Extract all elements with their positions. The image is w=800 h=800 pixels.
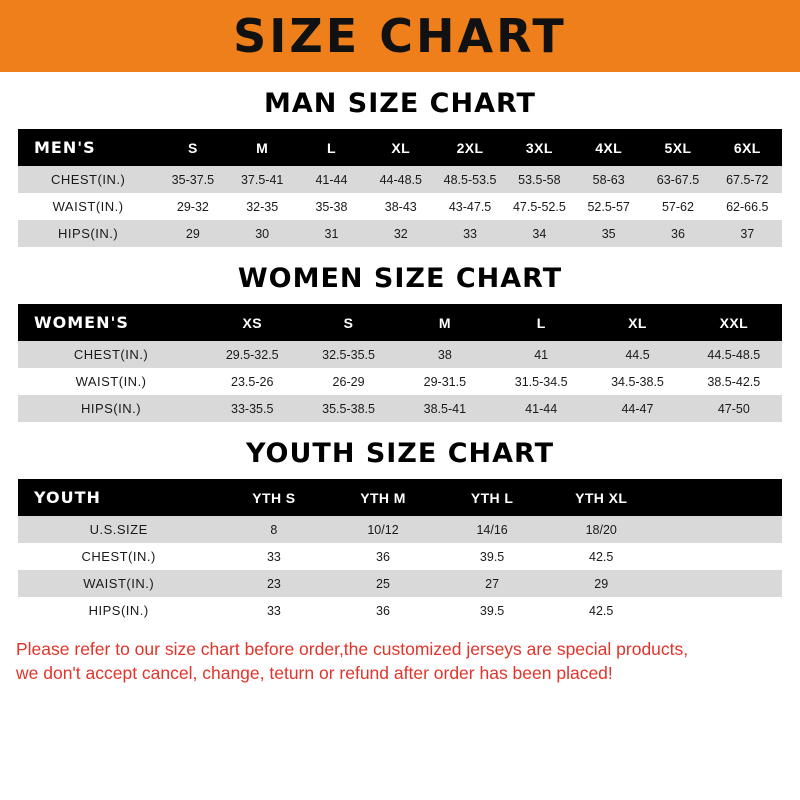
table-cell: 27: [438, 570, 547, 597]
women-size-table: [18, 304, 782, 422]
women-table-head: [18, 304, 782, 341]
column-header: 3XL: [505, 129, 574, 166]
row-header: HIPS(IN.): [18, 220, 158, 247]
table-cell: 67.5-72: [713, 166, 782, 193]
column-header: L: [493, 304, 589, 341]
header-banner: [0, 0, 800, 72]
section-women: [0, 263, 800, 422]
table-cell: 43-47.5: [435, 193, 504, 220]
table-cell: 31: [297, 220, 366, 247]
section-title-man: MAN SIZE CHART: [264, 88, 536, 119]
column-header: 4XL: [574, 129, 643, 166]
column-header: 5XL: [643, 129, 712, 166]
table-cell: 33: [219, 543, 328, 570]
table-cell: 44-48.5: [366, 166, 435, 193]
column-header: YTH L: [438, 479, 547, 516]
table-cell: 47-50: [686, 395, 782, 422]
table-cell: 29-31.5: [397, 368, 493, 395]
footer-note: [0, 638, 800, 685]
table-cell: 38: [397, 341, 493, 368]
table-cell: 10/12: [328, 516, 437, 543]
table-cell: 35-37.5: [158, 166, 227, 193]
column-header: 6XL: [713, 129, 782, 166]
table-cell: 38.5-41: [397, 395, 493, 422]
table-cell: 52.5-57: [574, 193, 643, 220]
column-header: YTH XL: [547, 479, 656, 516]
youth-size-table: [18, 479, 782, 624]
table-cell: 33: [219, 597, 328, 624]
column-header: S: [158, 129, 227, 166]
column-header: XXL: [686, 304, 782, 341]
column-header: YTH S: [219, 479, 328, 516]
row-header: WAIST(IN.): [18, 368, 204, 395]
table-cell: 38-43: [366, 193, 435, 220]
footer-note-line-2: we don't accept cancel, change, teturn or refund after order has been placed!: [16, 662, 613, 683]
table-row: [18, 193, 782, 220]
table-cell: 63-67.5: [643, 166, 712, 193]
column-header: XL: [589, 304, 685, 341]
table-cell: 33: [435, 220, 504, 247]
table-cell: 23.5-26: [204, 368, 300, 395]
table-cell-spacer: [656, 516, 782, 543]
youth-table-head: [18, 479, 782, 516]
column-header: MEN'S: [18, 129, 158, 166]
row-header: CHEST(IN.): [18, 166, 158, 193]
column-header: YTH M: [328, 479, 437, 516]
table-youth: [18, 479, 782, 624]
table-header-row: [18, 129, 782, 166]
table-cell: 36: [328, 597, 437, 624]
table-cell: 29: [547, 570, 656, 597]
column-header: 2XL: [435, 129, 504, 166]
table-cell: 23: [219, 570, 328, 597]
column-header: M: [228, 129, 297, 166]
column-header: WOMEN'S: [18, 304, 204, 341]
page-title: SIZE CHART: [233, 9, 567, 63]
table-row: [18, 570, 782, 597]
table-row: [18, 543, 782, 570]
table-cell: 29-32: [158, 193, 227, 220]
table-cell: 44.5: [589, 341, 685, 368]
table-cell: 14/16: [438, 516, 547, 543]
section-title-women: WOMEN SIZE CHART: [237, 263, 563, 294]
row-header: HIPS(IN.): [18, 395, 204, 422]
table-man: [18, 129, 782, 247]
table-cell: 41-44: [493, 395, 589, 422]
table-cell: 26-29: [300, 368, 396, 395]
column-header: M: [397, 304, 493, 341]
table-cell: 29: [158, 220, 227, 247]
column-header: XS: [204, 304, 300, 341]
youth-table-body: [18, 516, 782, 624]
table-cell: 35.5-38.5: [300, 395, 396, 422]
table-cell: 36: [328, 543, 437, 570]
table-row: [18, 341, 782, 368]
row-header: CHEST(IN.): [18, 543, 219, 570]
table-cell: 34: [505, 220, 574, 247]
table-cell-spacer: [656, 570, 782, 597]
table-cell: 39.5: [438, 597, 547, 624]
table-cell: 41: [493, 341, 589, 368]
table-cell: 53.5-58: [505, 166, 574, 193]
table-cell: 32-35: [228, 193, 297, 220]
table-row: [18, 516, 782, 543]
table-cell: 32.5-35.5: [300, 341, 396, 368]
table-cell: 44-47: [589, 395, 685, 422]
table-cell: 47.5-52.5: [505, 193, 574, 220]
table-row: [18, 220, 782, 247]
table-cell: 37: [713, 220, 782, 247]
table-header-row: [18, 479, 782, 516]
row-header: U.S.SIZE: [18, 516, 219, 543]
row-header: HIPS(IN.): [18, 597, 219, 624]
column-header: YOUTH: [18, 479, 219, 516]
table-cell: 36: [643, 220, 712, 247]
table-cell: 31.5-34.5: [493, 368, 589, 395]
row-header: WAIST(IN.): [18, 193, 158, 220]
table-cell: 37.5-41: [228, 166, 297, 193]
table-header-row: [18, 304, 782, 341]
row-header: WAIST(IN.): [18, 570, 219, 597]
table-cell: 58-63: [574, 166, 643, 193]
man-size-table: [18, 129, 782, 247]
table-row: [18, 166, 782, 193]
women-table-body: [18, 341, 782, 422]
section-title-youth: YOUTH SIZE CHART: [245, 438, 555, 469]
table-cell: 42.5: [547, 543, 656, 570]
table-row: [18, 597, 782, 624]
table-cell: 62-66.5: [713, 193, 782, 220]
table-cell: 42.5: [547, 597, 656, 624]
table-cell: 8: [219, 516, 328, 543]
table-cell: 57-62: [643, 193, 712, 220]
row-header: CHEST(IN.): [18, 341, 204, 368]
table-cell: 35: [574, 220, 643, 247]
table-cell: 32: [366, 220, 435, 247]
table-cell: 48.5-53.5: [435, 166, 504, 193]
table-women: [18, 304, 782, 422]
table-row: [18, 395, 782, 422]
table-cell: 39.5: [438, 543, 547, 570]
table-cell: 44.5-48.5: [686, 341, 782, 368]
man-table-body: [18, 166, 782, 247]
table-cell: 33-35.5: [204, 395, 300, 422]
column-header: L: [297, 129, 366, 166]
table-cell: 35-38: [297, 193, 366, 220]
table-cell-spacer: [656, 543, 782, 570]
table-cell: 30: [228, 220, 297, 247]
table-row: [18, 368, 782, 395]
section-youth: [0, 438, 800, 624]
table-cell: 25: [328, 570, 437, 597]
section-man: [0, 88, 800, 247]
column-header: XL: [366, 129, 435, 166]
footer-note-line-1: Please refer to our size chart before order,the customized jerseys are special products,: [16, 639, 689, 659]
column-header: S: [300, 304, 396, 341]
table-cell: 38.5-42.5: [686, 368, 782, 395]
table-cell: 41-44: [297, 166, 366, 193]
table-cell: 18/20: [547, 516, 656, 543]
table-cell: 29.5-32.5: [204, 341, 300, 368]
man-table-head: [18, 129, 782, 166]
table-cell: 34.5-38.5: [589, 368, 685, 395]
column-header-spacer: [656, 479, 782, 516]
table-cell-spacer: [656, 597, 782, 624]
